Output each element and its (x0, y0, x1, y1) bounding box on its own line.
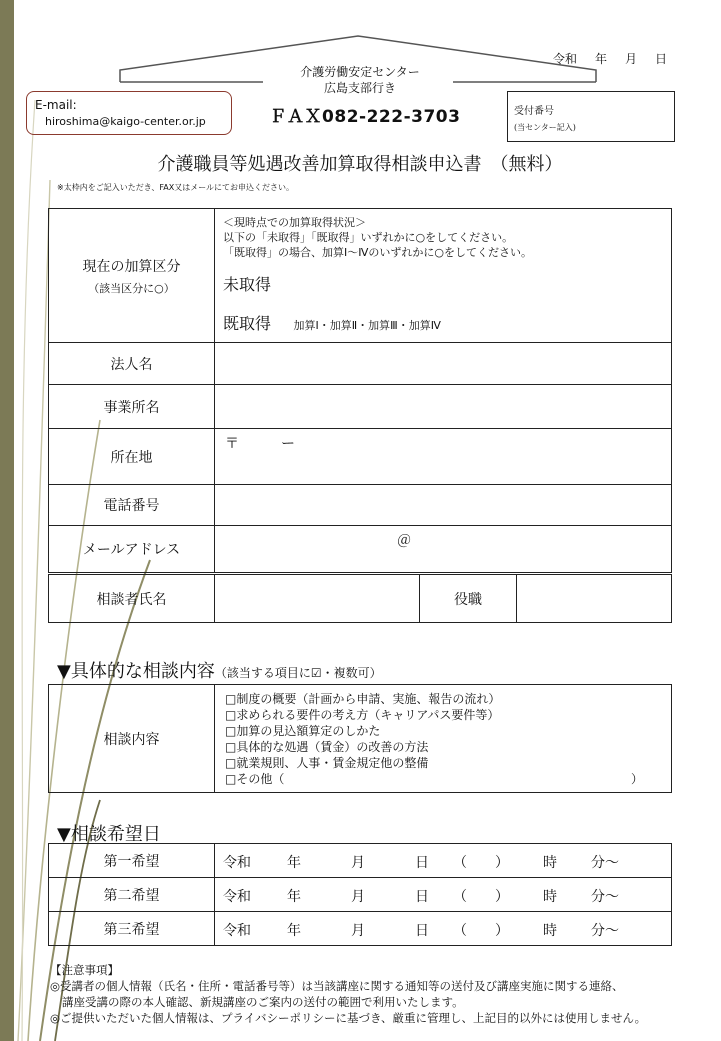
content-section-title (57, 657, 382, 683)
date-year: 年 (595, 52, 608, 66)
office-field[interactable] (215, 385, 672, 429)
content-item-estimate[interactable]: □加算の見込額算定のしかた (225, 723, 381, 738)
date-month: 月 (625, 52, 638, 66)
corporation-field[interactable] (215, 343, 672, 385)
email-field-label: メールアドレス (49, 526, 215, 573)
content-section-hint: （該当する項目に☑・複数可） (214, 666, 382, 680)
schedule-paren-open: （ (453, 889, 467, 905)
schedule-row-1 (49, 844, 672, 878)
schedule-field-1[interactable] (215, 844, 672, 878)
schedule-paren-open: （ (453, 923, 467, 939)
reception-note: (当センター記入) (514, 123, 576, 132)
status-row (49, 209, 672, 343)
recipient-name: 介護労働安定センター (300, 65, 420, 79)
notes-item1a: ◎受講者の個人情報（氏名・住所・電話番号等）は当該講座に関する通知等の送付及び講座実施に関する連絡、 (50, 979, 624, 993)
applicant-form-table (48, 208, 672, 573)
schedule-year: 年 (287, 923, 301, 939)
schedule-paren-close: ） (495, 923, 509, 939)
email-label: E-mail: (35, 98, 77, 112)
office-row (49, 385, 672, 429)
left-sidebar-stripe (0, 0, 14, 1041)
page-title: 介護職員等処遇改善加算取得相談申込書 （無料） (157, 154, 563, 175)
acquired-levels[interactable]: 加算Ⅰ・加算Ⅱ・加算Ⅲ・加算Ⅳ (293, 319, 441, 332)
phone-field[interactable] (215, 485, 672, 526)
reception-label: 受付番号 (514, 106, 554, 117)
email-row (49, 526, 672, 573)
consultant-field[interactable] (215, 575, 420, 623)
schedule-month: 月 (351, 923, 365, 939)
schedule-year: 年 (287, 855, 301, 871)
content-item-requirements[interactable]: □求められる要件の考え方（キャリアパス要件等） (225, 707, 500, 722)
schedule-month: 月 (351, 855, 365, 871)
office-label: 事業所名 (49, 385, 215, 429)
email-address[interactable]: hiroshima@kaigo-center.or.jp (45, 115, 206, 128)
status-line2: 「既取得」の場合、加算Ⅰ～Ⅳのいずれかに○をしてください。 (223, 246, 532, 259)
notes-item2: ◎ご提供いただいた個人情報は、プライバシーポリシーに基づき、厳重に管理し、上記目的以外には使用しません。 (50, 1011, 647, 1025)
content-item-wage-improvement[interactable]: □具体的な処遇（賃金）の改善の方法 (225, 739, 429, 754)
schedule-paren-open: （ (453, 855, 467, 871)
schedule-era: 令和 (223, 889, 251, 905)
status-heading: ＜現時点での加算取得状況＞ (223, 216, 366, 229)
content-options (215, 685, 672, 793)
schedule-day: 日 (415, 889, 429, 905)
schedule-label-2: 第二希望 (49, 878, 215, 912)
consultant-table (48, 574, 672, 623)
instruction-note: ※太枠内をご記入いただき、FAX又はメールにてお申込ください。 (57, 183, 295, 192)
schedule-hour: 時 (543, 889, 557, 905)
at-mark: ＠ (397, 533, 411, 549)
corporation-row (49, 343, 672, 385)
schedule-minute: 分～ (591, 889, 619, 905)
schedule-table (48, 843, 672, 946)
date-day: 日 (655, 52, 668, 66)
notes-heading: 【注意事項】 (50, 963, 119, 977)
schedule-row-2 (49, 878, 672, 912)
email-field[interactable] (215, 526, 672, 573)
status-label: 現在の加算区分 (82, 258, 181, 275)
email-box (26, 91, 232, 135)
reception-number-box (507, 91, 675, 142)
content-label: 相談内容 (49, 685, 215, 793)
schedule-day: 日 (415, 923, 429, 939)
status-content-cell[interactable] (215, 209, 672, 343)
schedule-year: 年 (287, 889, 301, 905)
schedule-minute: 分～ (591, 855, 619, 871)
notes-item1b: 講座受講の際の本人確認、新規講座のご案内の送付の範囲で利用いたします。 (62, 995, 464, 1009)
schedule-era: 令和 (223, 855, 251, 871)
content-item-overview[interactable]: □制度の概要（計画から申請、実施、報告の流れ） (225, 691, 501, 706)
recipient-branch: 広島支部行き (323, 81, 396, 95)
corporation-label: 法人名 (49, 343, 215, 385)
schedule-hour: 時 (543, 923, 557, 939)
address-row (49, 429, 672, 485)
status-line1: 以下の「未取得」「既取得」いずれかに○をしてください。 (223, 231, 514, 244)
schedule-label-3: 第三希望 (49, 912, 215, 946)
schedule-minute: 分～ (591, 923, 619, 939)
consultant-label: 相談者氏名 (49, 575, 215, 623)
content-section-heading: ▼具体的な相談内容 (57, 661, 215, 682)
option-not-acquired[interactable]: 未取得 (223, 275, 272, 294)
schedule-row-3 (49, 912, 672, 946)
position-label: 役職 (420, 575, 517, 623)
schedule-label-1: 第一希望 (49, 844, 215, 878)
schedule-paren-close: ） (495, 855, 509, 871)
date-era: 令和 (553, 52, 578, 66)
content-item-rules[interactable]: □就業規則、人事・賃金規定他の整備 (225, 755, 429, 770)
content-item-other-close: ） (630, 771, 643, 786)
option-acquired[interactable]: 既取得 (223, 314, 272, 333)
postal-mark: 〒 ー (225, 436, 295, 452)
status-label-cell (49, 209, 215, 343)
address-label: 所在地 (49, 429, 215, 485)
fax-number: ＦＡＸ082-222-3703 (269, 107, 461, 127)
content-item-other[interactable]: □その他（ (225, 771, 285, 786)
schedule-month: 月 (351, 889, 365, 905)
schedule-section-title: ▼相談希望日 (57, 824, 161, 845)
status-sub-label: （該当区分に○） (88, 281, 175, 295)
schedule-era: 令和 (223, 923, 251, 939)
position-field[interactable] (517, 575, 672, 623)
phone-row (49, 485, 672, 526)
address-field[interactable] (215, 429, 672, 485)
schedule-day: 日 (415, 855, 429, 871)
schedule-field-2[interactable] (215, 878, 672, 912)
schedule-paren-close: ） (495, 889, 509, 905)
content-table (48, 684, 672, 793)
phone-label: 電話番号 (49, 485, 215, 526)
schedule-field-3[interactable] (215, 912, 672, 946)
schedule-hour: 時 (543, 855, 557, 871)
